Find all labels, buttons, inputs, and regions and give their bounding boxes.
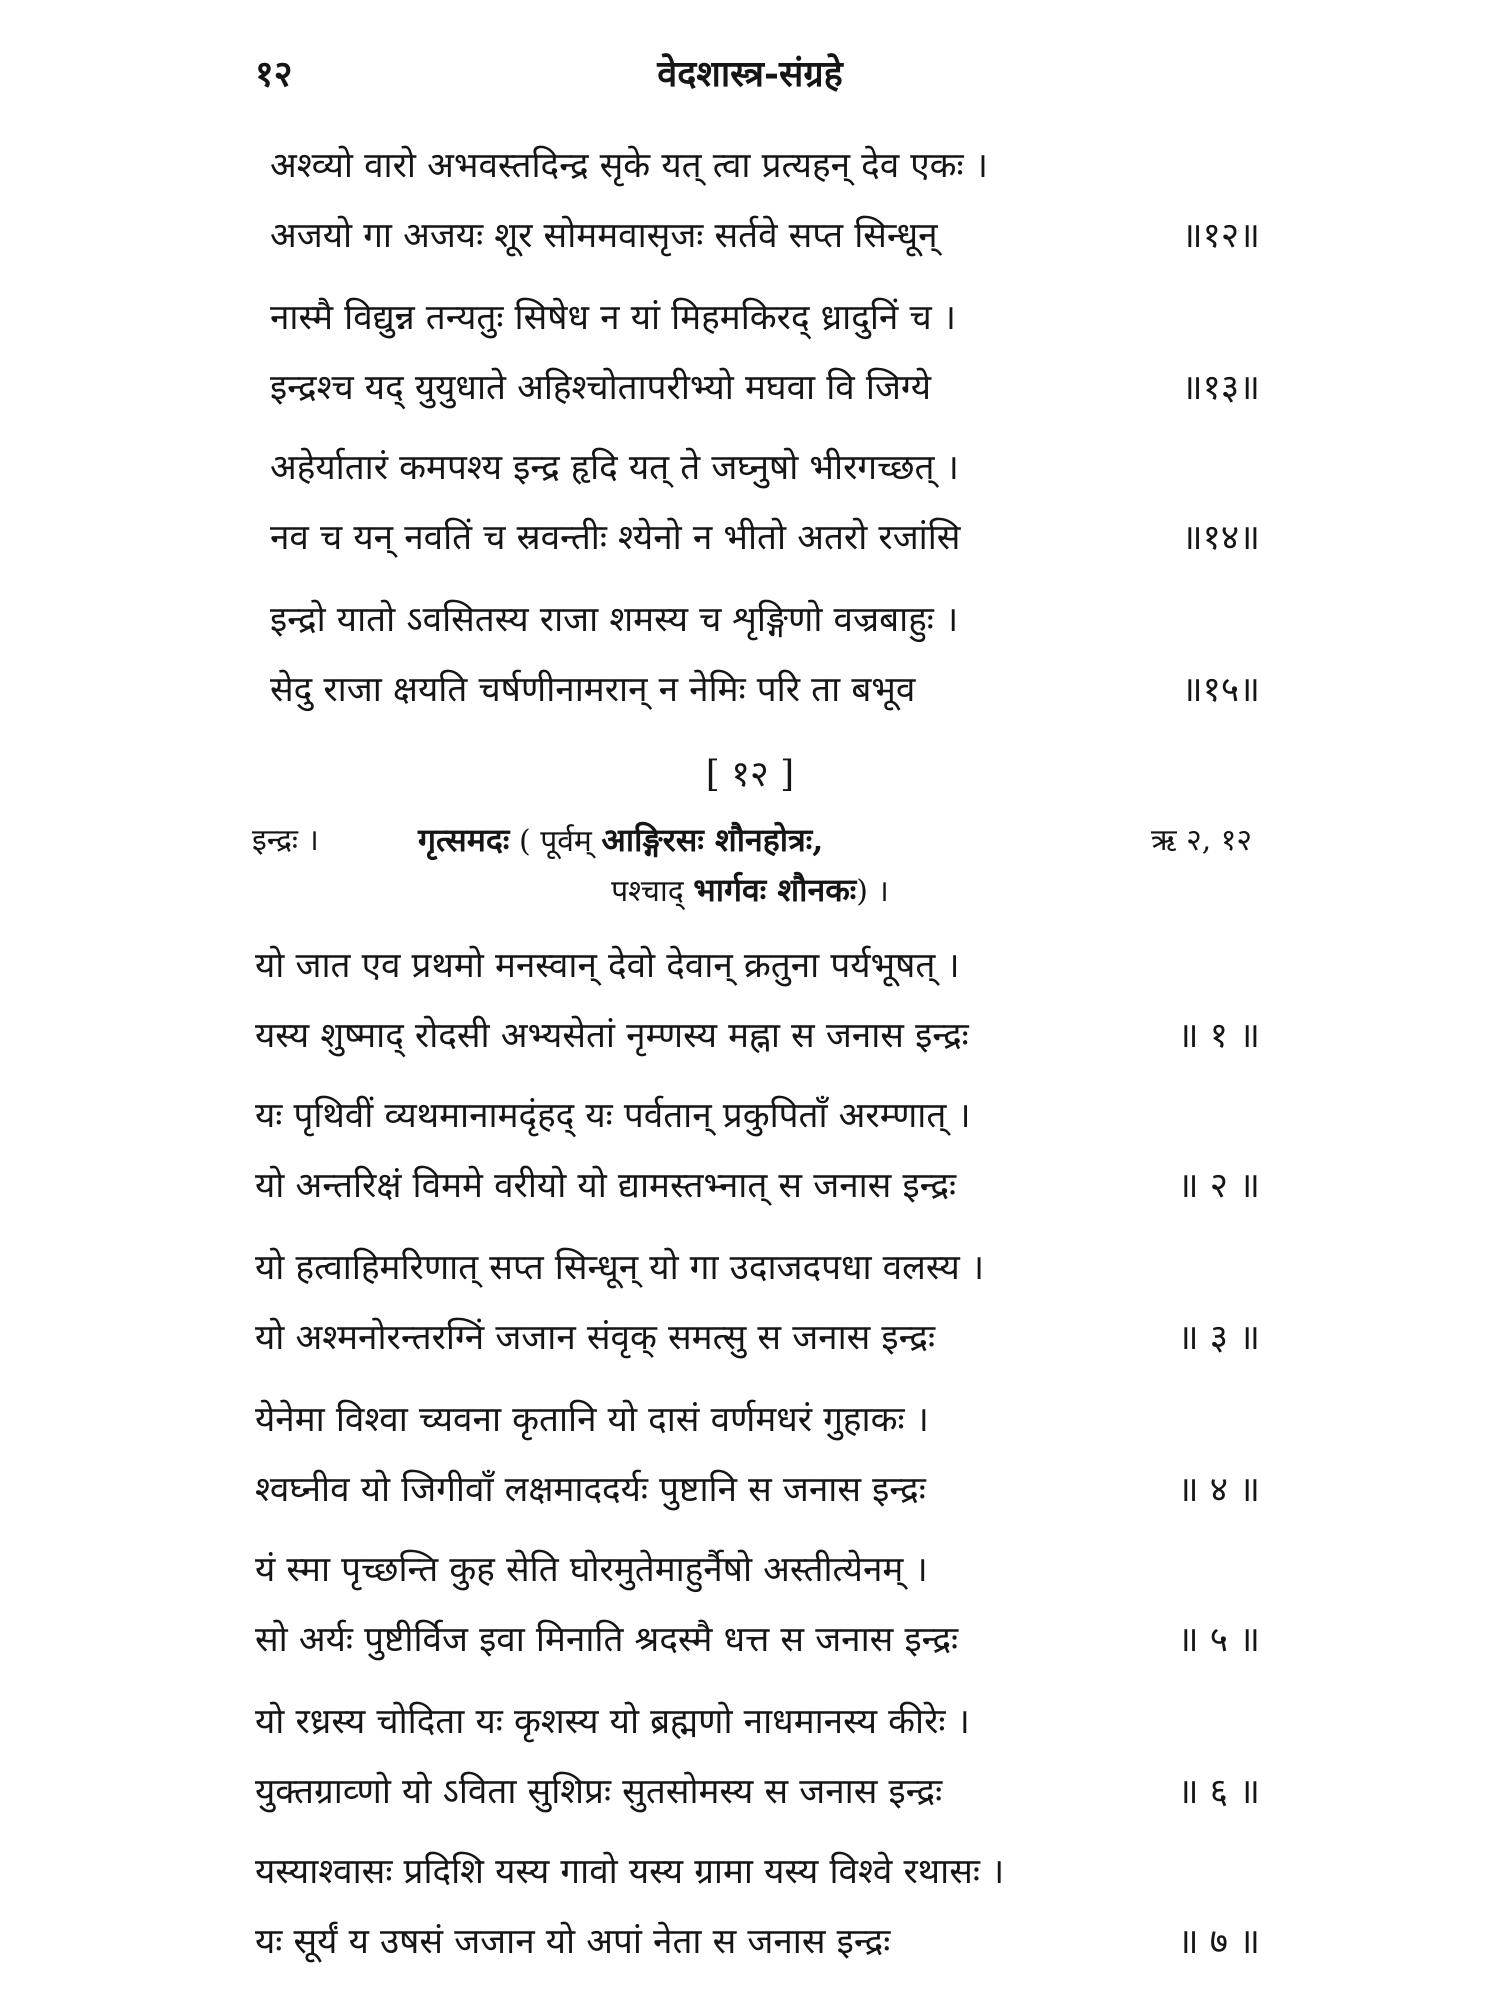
verse-text: येनेमा विश्वा च्यवना कृतानि यो दासं वर्णमधरं गुहाकः । xyxy=(255,1400,929,1440)
verse-line xyxy=(255,1612,1260,1668)
verse-text: श्वघ्नीव यो जिगीवाँ लक्षमाददर्यः पुष्टानि स जनास इन्द्रः xyxy=(255,1470,926,1510)
verse-text: अजयो गा अजयः शूर सोममवासृजः सर्तवे सप्त सिन्धून् xyxy=(270,216,938,256)
verse-line xyxy=(270,360,1260,416)
verse-text: यः पृथिवीं व्यथमानामदृंहद् यः पर्वतान् प्रकुपिताँ अरम्णात् । xyxy=(255,1096,971,1136)
verse-line xyxy=(255,1158,1260,1214)
verse-number xyxy=(1250,1392,1260,1448)
hymn-number: [ १२ ] xyxy=(705,754,795,795)
verse-text: अश्व्यो वारो अभवस्तदिन्द्र सृके यत् त्वा प्रत्यहन् देव एकः । xyxy=(270,146,988,186)
verse-text: यस्याश्वासः प्रदिशि यस्य गावो यस्य ग्रामा यस्य विश्वे रथासः । xyxy=(255,1852,1005,1892)
verse-number: ॥१४॥ xyxy=(1181,518,1260,558)
verse-number xyxy=(1250,592,1260,648)
rishi-lineage: आङ्गिरसः शौनहोत्रः, xyxy=(601,821,824,859)
verse-line xyxy=(270,138,1260,194)
verse-line xyxy=(255,1694,1260,1750)
verse-text: यो जात एव प्रथमो मनस्वान् देवो देवान् क्रतुना पर्यभूषत् । xyxy=(255,946,960,986)
verse-number: ॥ १ ॥ xyxy=(1177,1016,1260,1056)
verse-number: ॥ ४ ॥ xyxy=(1177,1470,1260,1510)
page-number: १२ xyxy=(255,53,293,95)
verse-line xyxy=(255,1844,1260,1900)
verse-text: इन्द्रश्च यद् युयुधाते अहिश्चोतापरीभ्यो मघवा वि जिग्ये xyxy=(270,368,932,408)
verse-number xyxy=(1250,1542,1260,1598)
verse-line xyxy=(270,290,1260,346)
verse-text: युक्तग्राव्णो यो ऽविता सुशिप्रः सुतसोमस्य स जनास इन्द्रः xyxy=(255,1772,943,1812)
verse-number: ॥ ७ ॥ xyxy=(1177,1922,1260,1962)
verse-number: ॥ २ ॥ xyxy=(1177,1166,1260,1206)
verse-number: ॥ ३ ॥ xyxy=(1177,1318,1260,1358)
verse-line xyxy=(255,1310,1260,1366)
verse-line xyxy=(255,1764,1260,1820)
verse-number xyxy=(1250,938,1260,994)
verse-number xyxy=(1250,1694,1260,1750)
rishi-paren-close: ) । xyxy=(856,874,889,909)
verse-text: यो अश्मनोरन्तरग्निं जजान संवृक् समत्सु स जनास इन्द्रः xyxy=(255,1318,936,1358)
verse-text: यो अन्तरिक्षं विममे वरीयो यो द्यामस्तभ्नात् स जनास इन्द्रः xyxy=(255,1166,957,1206)
verse-line xyxy=(270,662,1260,718)
running-title: वेदशास्त्र-संग्रहे xyxy=(657,53,843,95)
verse-line xyxy=(255,1008,1260,1064)
verse-number: ॥ ५ ॥ xyxy=(1177,1620,1260,1660)
verse-number xyxy=(1250,138,1260,194)
verse-text: यो हत्वाहिमरिणात् सप्त सिन्धून् यो गा उदाजदपधा वलस्य । xyxy=(255,1248,985,1288)
verse-text: सेदु राजा क्षयति चर्षणीनामरान् न नेमिः परि ता बभूव xyxy=(270,670,916,710)
verse-number: ॥१२॥ xyxy=(1181,216,1260,256)
verse-text: नव च यन् नवतिं च स्रवन्तीः श्येनो न भीतो अतरो रजांसि xyxy=(270,518,961,558)
deity-label: इन्द्रः । xyxy=(252,823,319,858)
verse-line xyxy=(255,1542,1260,1598)
verse-text: यस्य शुष्माद् रोदसी अभ्यसेतां नृम्णस्य मह्ना स जनास इन्द्रः xyxy=(255,1016,969,1056)
verse-text: अहेर्यातारं कमपश्य इन्द्र हृदि यत् ते जघ्नुषो भीरगच्छत् । xyxy=(270,448,959,488)
rishi-label xyxy=(418,818,823,861)
verse-number: ॥१५॥ xyxy=(1181,670,1260,710)
verse-line xyxy=(270,440,1260,496)
verse-line xyxy=(270,592,1260,648)
verse-number xyxy=(1250,1844,1260,1900)
verse-text: यः सूर्यं य उषसं जजान यो अपां नेता स जनास इन्द्रः xyxy=(255,1922,891,1962)
rishi-later-prefix: पश्चाद् xyxy=(611,874,684,909)
rishi-name: गृत्समदः xyxy=(418,821,510,859)
verse-number: ॥१३॥ xyxy=(1181,368,1260,408)
verse-line xyxy=(255,1914,1260,1970)
verse-text: नास्मै विद्युन्न तन्यतुः सिषेध न यां मिहमकिरद् ध्रादुनिं च । xyxy=(270,298,957,338)
hymn-attribution-line2 xyxy=(0,868,1500,911)
verse-number: ॥ ६ ॥ xyxy=(1177,1772,1260,1812)
verse-line xyxy=(255,1240,1260,1296)
verse-line xyxy=(255,938,1260,994)
verse-line xyxy=(255,1392,1260,1448)
verse-text: यं स्मा पृच्छन्ति कुह सेति घोरमुतेमाहुर्नैषो अस्तीत्येनम् । xyxy=(255,1550,928,1590)
verse-line xyxy=(255,1088,1260,1144)
rishi-paren: ( पूर्वम् xyxy=(518,824,592,859)
verse-number xyxy=(1250,290,1260,346)
verse-text: यो रध्रस्य चोदिता यः कृशस्य यो ब्रह्मणो नाधमानस्य कीरेः । xyxy=(255,1702,970,1742)
verse-number xyxy=(1250,440,1260,496)
verse-text: सो अर्यः पुष्टीर्विज इवा मिनाति श्रदस्मै धत्त स जनास इन्द्रः xyxy=(255,1620,959,1660)
verse-number xyxy=(1250,1240,1260,1296)
verse-text: इन्द्रो यातो ऽवसितस्य राजा शमस्य च शृङ्गिणो वज्रबाहुः । xyxy=(270,600,959,640)
verse-number xyxy=(1250,1088,1260,1144)
rigveda-reference: ऋ २, १२ xyxy=(1151,823,1252,858)
verse-line xyxy=(270,208,1260,264)
verse-line xyxy=(255,1462,1260,1518)
rishi-later-name: भार्गवः शौनकः xyxy=(693,871,857,909)
verse-line xyxy=(270,510,1260,566)
